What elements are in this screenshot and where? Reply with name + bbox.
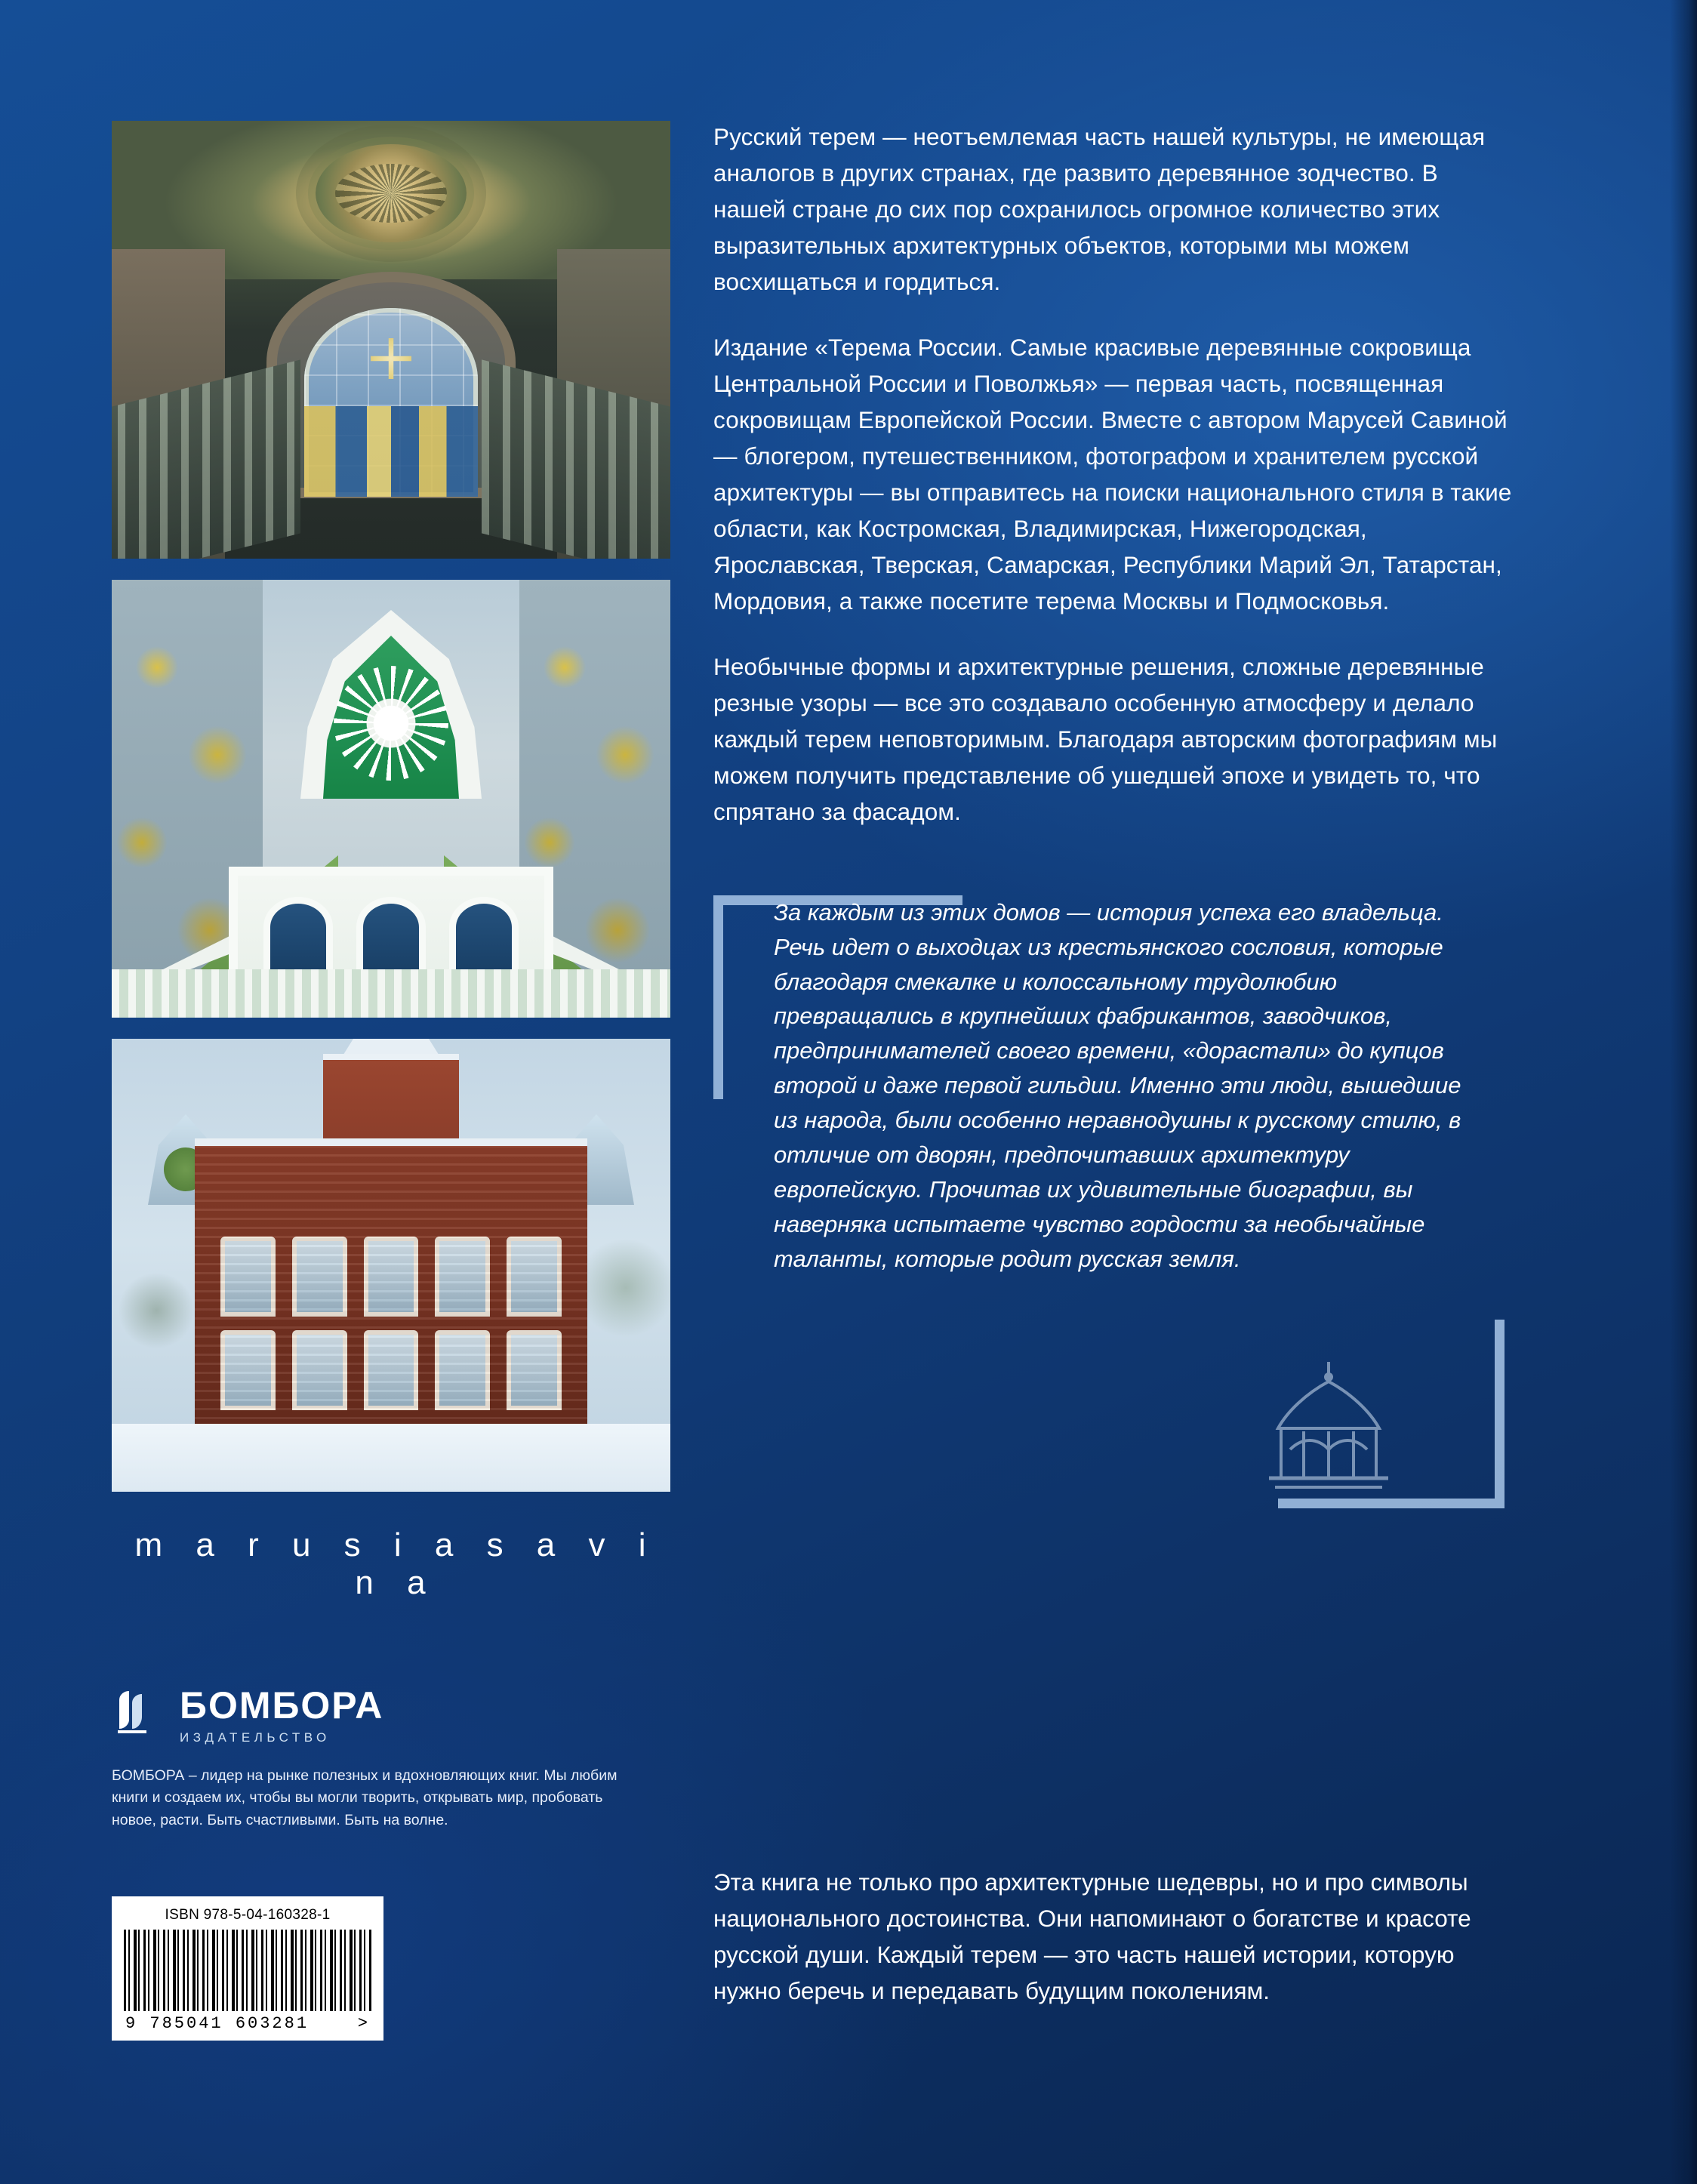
body-paragraph-1: Русский терем — неотъемлемая часть нашей культуры, не имеющая аналогов в других странах, где развито деревянное зодчество. В нашей стране до сих пор сохранилось огромное количество этих выразительных архитектурных объектов, которыми мы можем восхищаться и гордиться. [713, 123, 1486, 295]
barcode-bars [124, 1930, 371, 2011]
bombora-logo-icon [112, 1687, 163, 1738]
isbn-label: ISBN 978-5-04-160328-1 [165, 1906, 331, 1923]
body-paragraph-2: Издание «Терема России. Самые красивые деревянные сокровища Центральной России и Поволжья» — первая часть, посвященная сокровищам Европейской России. Вместе с автором Марусей Савиной — блогером, путешественником, фотографом и хранителем русской архитектуры — вы отправитесь на поиски национального стиля в такие области, как Костромская, Владимирская, Нижегородская, Ярославская, Тверская, Самарская, Республики Марий Эл, Татарстан, Мордовия, а также посетите терема Москвы и Подмосковья. [713, 334, 1512, 615]
publisher-subtitle: ИЗДАТЕЛЬСТВО [180, 1730, 331, 1745]
publisher-description: БОМБОРА – лидер на рынке полезных и вдохновляющих книг. Мы любим книги и создаем их, чтобы вы могли творить, открывать мир, пробовать новое, расти. Быть счастливыми. Быть на волне. [112, 1767, 618, 1828]
pull-quote-block [713, 895, 1514, 1575]
publisher-logo-block [112, 1684, 670, 1745]
closing-paragraph: Эта книга не только про архитектурные шедевры, но и про символы национального достоинства. Они напоминают о богатстве и красоте русской души. Каждый терем — это часть нашей истории, которую нужно беречь и передавать будущим поколениям. [713, 1868, 1471, 2004]
cover-edge-shading [1670, 0, 1697, 2184]
photo-ornate-ceiling-stained-glass [112, 121, 670, 559]
pull-quote-text: За каждым из этих домов — история успеха его владельца. Речь идет о выходцах из крестьянского сословия, которые благодаря смекалке и колоссальному трудолюбию превращались в крупнейших фабрикантов, заводчиков, предпринимателей своего времени, «дорастали» до купцов второй и даже первой гильдии. Именно эти люди, вышедшие из народа, были особенно неравнодушны к русскому стилю, в отличие от дворян, предпочитавших архитектуру европейскую. Прочитав их удивительные биографии, вы наверняка испытаете чувство гордости за необычайные таланты, которые родит русская земля. [774, 898, 1461, 1272]
body-paragraph-3: Необычные формы и архитектурные решения, сложные деревянные резные узоры — все это создавало особенную атмосферу и делало каждый терем неповторимым. Благодаря авторским фотографиям мы можем получить представление об ушедшей эпохе и увидеть то, что спрятано за фасадом. [713, 653, 1498, 825]
ean-digits: 9 785041 603281 [125, 2013, 310, 2033]
publisher-name: БОМБОРА [180, 1684, 384, 1727]
right-column [713, 119, 1514, 1575]
photo-green-carved-gable [112, 580, 670, 1018]
ean-digits-row [124, 2014, 371, 2033]
photo-winter-wooden-mansion [112, 1039, 670, 1492]
pavilion-illustration-icon [1234, 1359, 1423, 1502]
barcode-block [112, 1896, 383, 2041]
left-column [112, 121, 670, 2041]
ean-suffix: > [357, 2013, 370, 2033]
author-signature: m a r u s i a s a v i n a [134, 1526, 658, 1601]
